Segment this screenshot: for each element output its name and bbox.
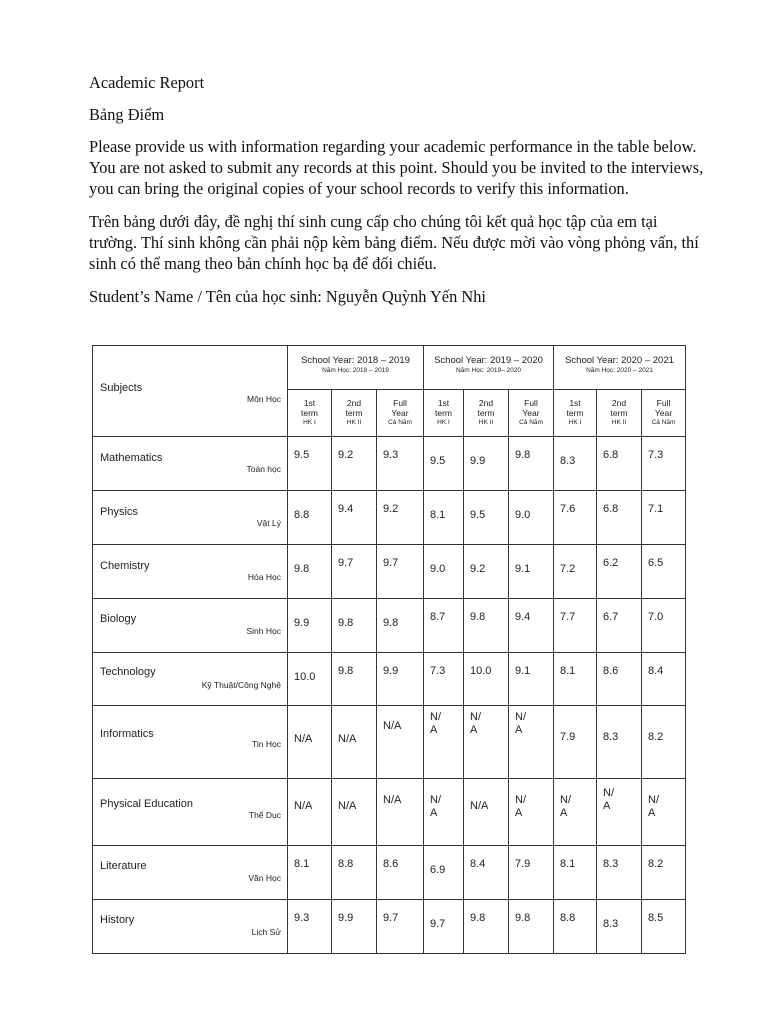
score-cell bbox=[464, 437, 509, 491]
score-value: 8.7 bbox=[430, 611, 446, 623]
score-cell bbox=[554, 599, 597, 653]
score-value: N/A bbox=[383, 720, 402, 732]
score-cell bbox=[554, 846, 597, 900]
score-cell bbox=[424, 491, 464, 545]
score-cell bbox=[332, 846, 377, 900]
year-header-2019 bbox=[424, 346, 554, 390]
term-label: HK I bbox=[303, 419, 316, 426]
score-value: 9.7 bbox=[383, 912, 399, 924]
score-cell bbox=[597, 653, 642, 706]
score-value: 9.5 bbox=[294, 449, 310, 461]
table-row bbox=[93, 706, 686, 779]
score-cell bbox=[597, 706, 642, 779]
subject-name-vi: Văn Học bbox=[248, 873, 281, 883]
subjects-header-label-vi: Môn Học bbox=[246, 394, 281, 404]
term-label: 1st bbox=[569, 398, 581, 408]
score-cell bbox=[642, 900, 686, 954]
score-cell bbox=[332, 437, 377, 491]
score-value: 9.9 bbox=[338, 912, 354, 924]
score-cell bbox=[424, 779, 464, 846]
year-label: School Year: 2020 – 2021 bbox=[565, 355, 674, 366]
subject-name-vi: Kỹ Thuật/Công Nghệ bbox=[201, 680, 281, 690]
score-value: 8.3 bbox=[603, 731, 619, 743]
year-label-vi: Năm Học: 2018 – 2019 bbox=[322, 367, 389, 374]
score-value: 9.9 bbox=[470, 455, 486, 467]
score-cell bbox=[597, 437, 642, 491]
term-header bbox=[509, 390, 554, 437]
score-value: 6.2 bbox=[603, 557, 619, 569]
term-header bbox=[597, 390, 642, 437]
score-cell bbox=[642, 545, 686, 599]
subject-cell bbox=[93, 437, 288, 491]
score-cell bbox=[464, 706, 509, 779]
score-value: 7.9 bbox=[515, 858, 531, 870]
subject-cell bbox=[93, 545, 288, 599]
score-value: 9.5 bbox=[430, 455, 446, 467]
score-cell bbox=[509, 779, 554, 846]
score-cell bbox=[288, 653, 332, 706]
term-header bbox=[642, 390, 686, 437]
term-label: HK II bbox=[611, 419, 627, 426]
score-cell bbox=[424, 846, 464, 900]
score-cell bbox=[332, 706, 377, 779]
score-cell bbox=[642, 599, 686, 653]
score-cell bbox=[597, 846, 642, 900]
year-label-vi: Năm Học: 2019– 2020 bbox=[455, 367, 522, 374]
subject-cell bbox=[93, 900, 288, 954]
term-label: HK II bbox=[346, 419, 362, 426]
score-cell bbox=[424, 900, 464, 954]
subject-name-vi: Thể Dục bbox=[248, 810, 281, 820]
score-value: 9.8 bbox=[470, 611, 486, 623]
score-value: 7.1 bbox=[648, 503, 664, 515]
table-row bbox=[93, 491, 686, 545]
score-value: 6.8 bbox=[603, 449, 619, 461]
score-cell bbox=[288, 900, 332, 954]
score-value: 9.8 bbox=[294, 563, 310, 575]
score-cell bbox=[597, 900, 642, 954]
score-cell bbox=[332, 653, 377, 706]
term-label: term bbox=[345, 408, 363, 418]
score-cell bbox=[642, 491, 686, 545]
score-cell bbox=[288, 779, 332, 846]
term-label: term bbox=[301, 408, 318, 418]
score-cell bbox=[509, 653, 554, 706]
subject-name-vi: Sinh Học bbox=[246, 626, 281, 636]
score-cell bbox=[597, 545, 642, 599]
score-value: N/A bbox=[338, 733, 357, 745]
term-header bbox=[424, 390, 464, 437]
score-value: 9.2 bbox=[338, 449, 354, 461]
subject-cell bbox=[93, 779, 288, 846]
subject-name-vi: Lịch Sử bbox=[251, 927, 281, 937]
subject-name: Chemistry bbox=[100, 560, 150, 572]
score-value: 9.4 bbox=[515, 611, 531, 623]
score-value: 7.0 bbox=[648, 611, 664, 623]
score-cell bbox=[464, 846, 509, 900]
score-cell bbox=[424, 653, 464, 706]
score-value: 8.8 bbox=[560, 912, 576, 924]
score-value: 6.7 bbox=[603, 611, 619, 623]
score-cell bbox=[377, 706, 424, 779]
score-value: 9.1 bbox=[515, 665, 531, 677]
score-cell bbox=[554, 437, 597, 491]
score-value: 9.8 bbox=[515, 449, 531, 461]
score-value: 8.1 bbox=[560, 665, 576, 677]
score-cell bbox=[464, 545, 509, 599]
term-label: Year bbox=[654, 408, 673, 418]
term-header bbox=[554, 390, 597, 437]
score-cell bbox=[332, 779, 377, 846]
score-cell bbox=[464, 653, 509, 706]
score-value: 9.3 bbox=[383, 449, 399, 461]
score-cell bbox=[377, 437, 424, 491]
score-value: 8.3 bbox=[603, 918, 619, 930]
grades-table bbox=[92, 345, 686, 954]
score-value: N/A bbox=[383, 794, 402, 806]
table-row bbox=[93, 599, 686, 653]
subject-name: Literature bbox=[100, 860, 147, 872]
subject-name: Informatics bbox=[100, 728, 154, 740]
score-value: N/A bbox=[338, 800, 357, 812]
score-value: 6.9 bbox=[430, 864, 446, 876]
score-value: 7.7 bbox=[560, 611, 576, 623]
term-label: 1st bbox=[437, 398, 450, 408]
score-cell bbox=[509, 545, 554, 599]
score-value: 6.5 bbox=[648, 557, 664, 569]
subject-cell bbox=[93, 706, 288, 779]
score-value: 9.1 bbox=[515, 563, 531, 575]
score-value: 9.8 bbox=[338, 665, 354, 677]
score-cell bbox=[288, 491, 332, 545]
subject-name: History bbox=[100, 914, 135, 926]
term-header bbox=[332, 390, 377, 437]
score-value: 7.3 bbox=[648, 449, 664, 461]
score-cell bbox=[332, 491, 377, 545]
year-label: School Year: 2018 – 2019 bbox=[301, 355, 410, 366]
score-cell bbox=[509, 846, 554, 900]
score-value: 8.2 bbox=[648, 858, 664, 870]
score-cell bbox=[509, 706, 554, 779]
term-label: term bbox=[566, 408, 584, 418]
term-label: Year bbox=[391, 408, 409, 418]
term-label: Cả Năm bbox=[519, 419, 543, 426]
score-value: N/A bbox=[470, 800, 489, 812]
score-cell bbox=[642, 846, 686, 900]
instructions-vi: Trên bảng dưới đây, đề nghị thí sinh cung cấp cho chúng tôi kết quả học tập của em tại trường. Thí sinh không cần phải nộp kèm bảng điểm. Nếu được mời vào vòng phỏng vấn, thí sinh có thể mang theo bản chính học bạ để đối chiếu. bbox=[89, 212, 699, 273]
student-label: Student’s Name / Tên của học sinh: bbox=[89, 287, 322, 306]
term-label: 2nd bbox=[346, 398, 362, 408]
term-label: 2nd bbox=[611, 398, 627, 408]
year-label: School Year: 2019 – 2020 bbox=[434, 355, 543, 366]
year-header-2018 bbox=[288, 346, 424, 390]
subjects-header-label: Subjects bbox=[100, 382, 143, 394]
score-cell bbox=[509, 900, 554, 954]
subject-name: Mathematics bbox=[100, 452, 163, 464]
grades-body bbox=[93, 437, 686, 954]
score-value: 7.6 bbox=[560, 503, 576, 515]
subject-cell bbox=[93, 653, 288, 706]
score-cell bbox=[377, 545, 424, 599]
score-value: 8.3 bbox=[560, 455, 576, 467]
subject-name: Physics bbox=[100, 506, 138, 518]
table-row bbox=[93, 545, 686, 599]
term-label: 1st bbox=[303, 398, 316, 408]
score-cell bbox=[377, 846, 424, 900]
subject-name-vi: Toán học bbox=[246, 464, 281, 474]
term-label: Full bbox=[393, 398, 407, 408]
score-cell bbox=[288, 545, 332, 599]
score-value: 9.8 bbox=[338, 617, 354, 629]
score-cell bbox=[597, 491, 642, 545]
term-label: 2nd bbox=[478, 398, 494, 408]
score-cell bbox=[377, 900, 424, 954]
score-cell bbox=[377, 653, 424, 706]
score-value: 8.4 bbox=[470, 858, 486, 870]
score-cell bbox=[424, 437, 464, 491]
year-header-row bbox=[93, 346, 686, 390]
score-value: 9.8 bbox=[515, 912, 531, 924]
score-cell bbox=[642, 779, 686, 846]
score-value: 9.7 bbox=[430, 918, 446, 930]
score-value: N/A bbox=[648, 794, 659, 819]
score-value: 9.7 bbox=[338, 557, 354, 569]
score-value: 9.2 bbox=[470, 563, 486, 575]
score-value: 6.8 bbox=[603, 503, 619, 515]
term-label: Cả Năm bbox=[651, 419, 676, 426]
score-cell bbox=[642, 706, 686, 779]
score-value: N/A bbox=[515, 711, 526, 736]
subject-cell bbox=[93, 846, 288, 900]
table-row bbox=[93, 437, 686, 491]
score-value: N/A bbox=[430, 794, 441, 819]
score-value: 9.3 bbox=[294, 912, 310, 924]
score-cell bbox=[377, 491, 424, 545]
table-row bbox=[93, 779, 686, 846]
score-cell bbox=[424, 599, 464, 653]
term-label: Full bbox=[656, 398, 671, 408]
score-cell bbox=[642, 653, 686, 706]
score-cell bbox=[642, 437, 686, 491]
score-cell bbox=[554, 706, 597, 779]
score-cell bbox=[554, 900, 597, 954]
score-value: 9.0 bbox=[430, 563, 446, 575]
score-value: 9.8 bbox=[383, 617, 399, 629]
score-cell bbox=[554, 653, 597, 706]
table-row bbox=[93, 846, 686, 900]
subject-cell bbox=[93, 491, 288, 545]
subject-name: Technology bbox=[100, 666, 156, 678]
score-value: 9.2 bbox=[383, 503, 399, 515]
subject-name-vi: Tin Học bbox=[252, 739, 281, 749]
score-cell bbox=[464, 599, 509, 653]
table-row bbox=[93, 900, 686, 954]
score-value: 7.9 bbox=[560, 731, 576, 743]
score-value: 8.5 bbox=[648, 912, 664, 924]
score-cell bbox=[332, 545, 377, 599]
score-cell bbox=[288, 846, 332, 900]
score-value: 10.0 bbox=[294, 671, 316, 683]
score-cell bbox=[288, 437, 332, 491]
term-label: HK I bbox=[437, 419, 450, 426]
score-cell bbox=[377, 779, 424, 846]
score-cell bbox=[288, 706, 332, 779]
subject-name-vi: Hóa Học bbox=[247, 572, 281, 582]
term-label: term bbox=[610, 408, 628, 418]
score-cell bbox=[288, 599, 332, 653]
document-subtitle: Bảng Điểm bbox=[89, 105, 165, 124]
subjects-header bbox=[93, 346, 288, 437]
score-cell bbox=[332, 599, 377, 653]
score-cell bbox=[554, 491, 597, 545]
score-cell bbox=[464, 491, 509, 545]
score-value: N/A bbox=[470, 711, 481, 736]
term-header bbox=[377, 390, 424, 437]
score-value: 9.5 bbox=[470, 509, 486, 521]
score-value: 9.7 bbox=[383, 557, 399, 569]
student-line bbox=[89, 286, 709, 307]
score-cell bbox=[509, 599, 554, 653]
score-value: 9.4 bbox=[338, 503, 354, 515]
year-label-vi: Năm Học: 2020 – 2021 bbox=[586, 367, 653, 374]
document-title: Academic Report bbox=[89, 73, 205, 92]
score-value: 8.4 bbox=[648, 665, 664, 677]
score-cell bbox=[424, 545, 464, 599]
score-value: 8.6 bbox=[603, 665, 619, 677]
score-value: 7.2 bbox=[560, 563, 576, 575]
term-header bbox=[464, 390, 509, 437]
table-row bbox=[93, 653, 686, 706]
term-label: term bbox=[477, 408, 495, 418]
score-cell bbox=[377, 599, 424, 653]
score-cell bbox=[509, 491, 554, 545]
score-cell bbox=[464, 900, 509, 954]
score-value: 9.0 bbox=[515, 509, 531, 521]
subject-name: Physical Education bbox=[100, 798, 193, 810]
term-header bbox=[288, 390, 332, 437]
score-cell bbox=[597, 779, 642, 846]
score-cell bbox=[464, 779, 509, 846]
score-cell bbox=[597, 599, 642, 653]
score-value: 8.8 bbox=[338, 858, 354, 870]
document-body bbox=[89, 72, 709, 318]
score-value: N/A bbox=[515, 794, 526, 819]
student-name: Nguyễn Quỳnh Yến Nhi bbox=[325, 287, 486, 306]
score-cell bbox=[424, 706, 464, 779]
year-header-2020 bbox=[554, 346, 686, 390]
instructions-en: Please provide us with information regarding your academic performance in the table below. You are not asked to submit any records at this point. Should you be invited to the interviews, you can bring the original copies of your school records to verify this information. bbox=[89, 137, 704, 198]
subject-name: Biology bbox=[100, 613, 137, 625]
score-cell bbox=[554, 779, 597, 846]
score-value: N/A bbox=[294, 800, 313, 812]
score-value: 8.1 bbox=[294, 858, 310, 870]
score-value: 7.3 bbox=[430, 665, 446, 677]
score-cell bbox=[509, 437, 554, 491]
subject-cell bbox=[93, 599, 288, 653]
subject-name-vi: Vật Lý bbox=[256, 518, 281, 528]
score-value: 8.3 bbox=[603, 858, 619, 870]
score-value: 8.1 bbox=[430, 509, 446, 521]
term-label: HK I bbox=[568, 419, 582, 426]
score-value: 8.8 bbox=[294, 509, 310, 521]
term-label: Cả Năm bbox=[388, 419, 412, 426]
score-value: 10.0 bbox=[470, 665, 492, 677]
score-value: N/A bbox=[560, 794, 571, 819]
score-value: N/A bbox=[430, 711, 441, 736]
term-label: Full bbox=[524, 398, 538, 408]
score-value: 8.6 bbox=[383, 858, 399, 870]
term-label: Year bbox=[522, 408, 540, 418]
term-label: HK II bbox=[478, 419, 494, 426]
score-value: 9.9 bbox=[294, 617, 310, 629]
score-cell bbox=[554, 545, 597, 599]
score-value: 8.1 bbox=[560, 858, 576, 870]
term-label: term bbox=[435, 408, 452, 418]
score-value: N/A bbox=[294, 733, 313, 745]
score-value: 8.2 bbox=[648, 731, 664, 743]
score-cell bbox=[332, 900, 377, 954]
score-value: 9.9 bbox=[383, 665, 399, 677]
score-value: N/A bbox=[603, 787, 614, 812]
score-value: 9.8 bbox=[470, 912, 486, 924]
